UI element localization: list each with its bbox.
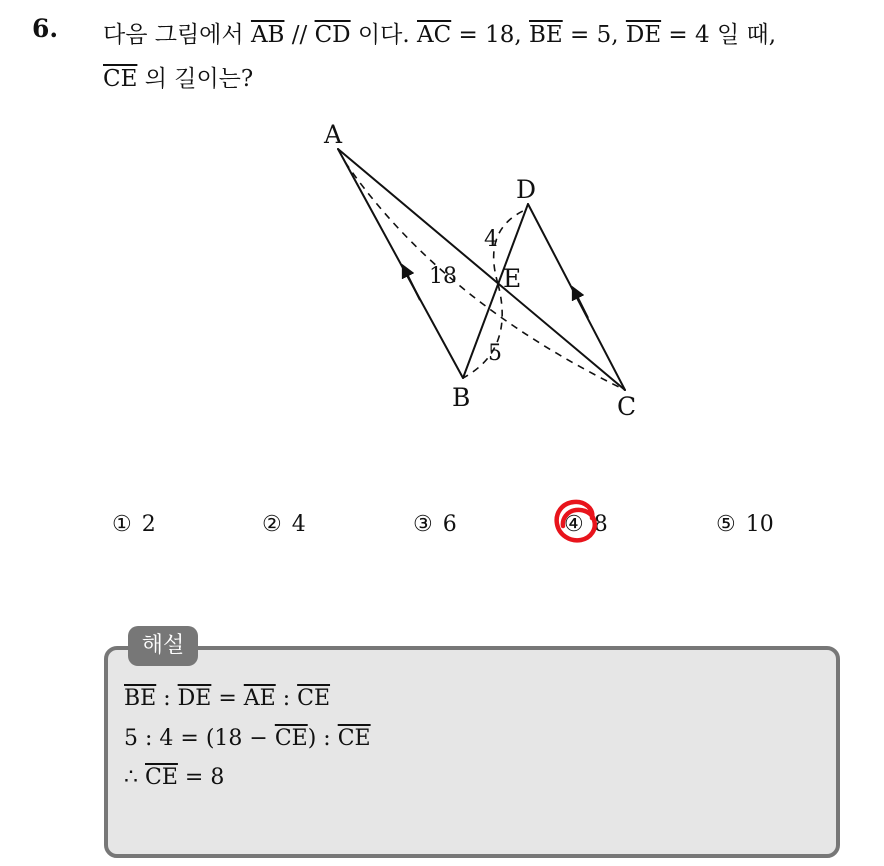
- colon: :: [156, 686, 178, 711]
- choice-value: 4: [291, 512, 306, 537]
- label-b: B: [452, 383, 471, 412]
- segment-ac: $\overline{AC}$: [417, 22, 452, 48]
- therefore-symbol: ∴: [124, 765, 145, 790]
- label-c: C: [617, 392, 637, 421]
- segment-cd: $\overline{CD}$: [314, 22, 351, 48]
- segment-ce: $\overline{CE}$: [103, 66, 138, 92]
- equals: =: [211, 686, 244, 711]
- solution-line3: [124, 765, 224, 790]
- choice-value: 6: [442, 512, 457, 537]
- solution-tag: 해설: [128, 626, 198, 666]
- segment-de: $\overline{DE}$: [625, 22, 662, 48]
- choice-mark: ①: [112, 512, 132, 537]
- colon: :: [275, 686, 298, 711]
- choice-2[interactable]: [262, 512, 306, 537]
- segment-ab: $\overline{AB}$: [250, 22, 285, 48]
- question-mid: 이다.: [350, 22, 417, 48]
- answer-circle-icon: [548, 496, 608, 552]
- arrow-cd-icon: [575, 292, 588, 318]
- seg-ce: $\overline{CE}$: [297, 686, 331, 711]
- choice-mark: ②: [262, 512, 282, 537]
- question-ask: 의 길이는?: [137, 66, 254, 92]
- seg-ce: $\overline{CE}$: [145, 765, 178, 790]
- segment-be: $\overline{BE}$: [529, 22, 563, 48]
- solution-box: [104, 646, 840, 858]
- choice-1[interactable]: [112, 512, 156, 537]
- value-be: = 5,: [562, 22, 626, 48]
- arrow-ab-icon: [405, 270, 420, 300]
- solution-line1: [124, 686, 330, 711]
- measure-de-label: 4: [484, 227, 498, 252]
- value-ac: = 18,: [451, 22, 530, 48]
- measure-be-label: 5: [488, 341, 502, 366]
- choice-mark: ④: [564, 512, 584, 537]
- choice-3[interactable]: [413, 512, 457, 537]
- parallel-symbol: //: [284, 22, 315, 48]
- question-number: 6.: [32, 14, 59, 43]
- seg-de: $\overline{DE}$: [177, 686, 212, 711]
- choice-value: 10: [745, 512, 774, 537]
- seg-ce: $\overline{CE}$: [337, 726, 371, 751]
- seg-ce: $\overline{CE}$: [274, 726, 308, 751]
- question-intro: 다음 그림에서: [103, 22, 251, 48]
- segment-ac-line: [338, 149, 625, 390]
- result: = 8: [177, 765, 225, 790]
- expr-mid: ) :: [307, 726, 338, 751]
- choice-value: 8: [593, 512, 608, 537]
- label-d: D: [516, 175, 537, 204]
- measure-ac-label: 18: [429, 264, 457, 289]
- solution-line2: [124, 726, 371, 751]
- expr-pre: 5 : 4 = (18 −: [124, 726, 275, 751]
- seg-ae: $\overline{AE}$: [243, 686, 276, 711]
- seg-be: $\overline{BE}$: [124, 686, 157, 711]
- choice-5[interactable]: [716, 512, 774, 537]
- label-e: E: [503, 264, 522, 293]
- choice-mark: ③: [413, 512, 433, 537]
- value-de: = 4 일 때,: [661, 22, 777, 48]
- label-a: A: [324, 120, 343, 149]
- choice-value: 2: [141, 512, 156, 537]
- choice-mark: ⑤: [716, 512, 736, 537]
